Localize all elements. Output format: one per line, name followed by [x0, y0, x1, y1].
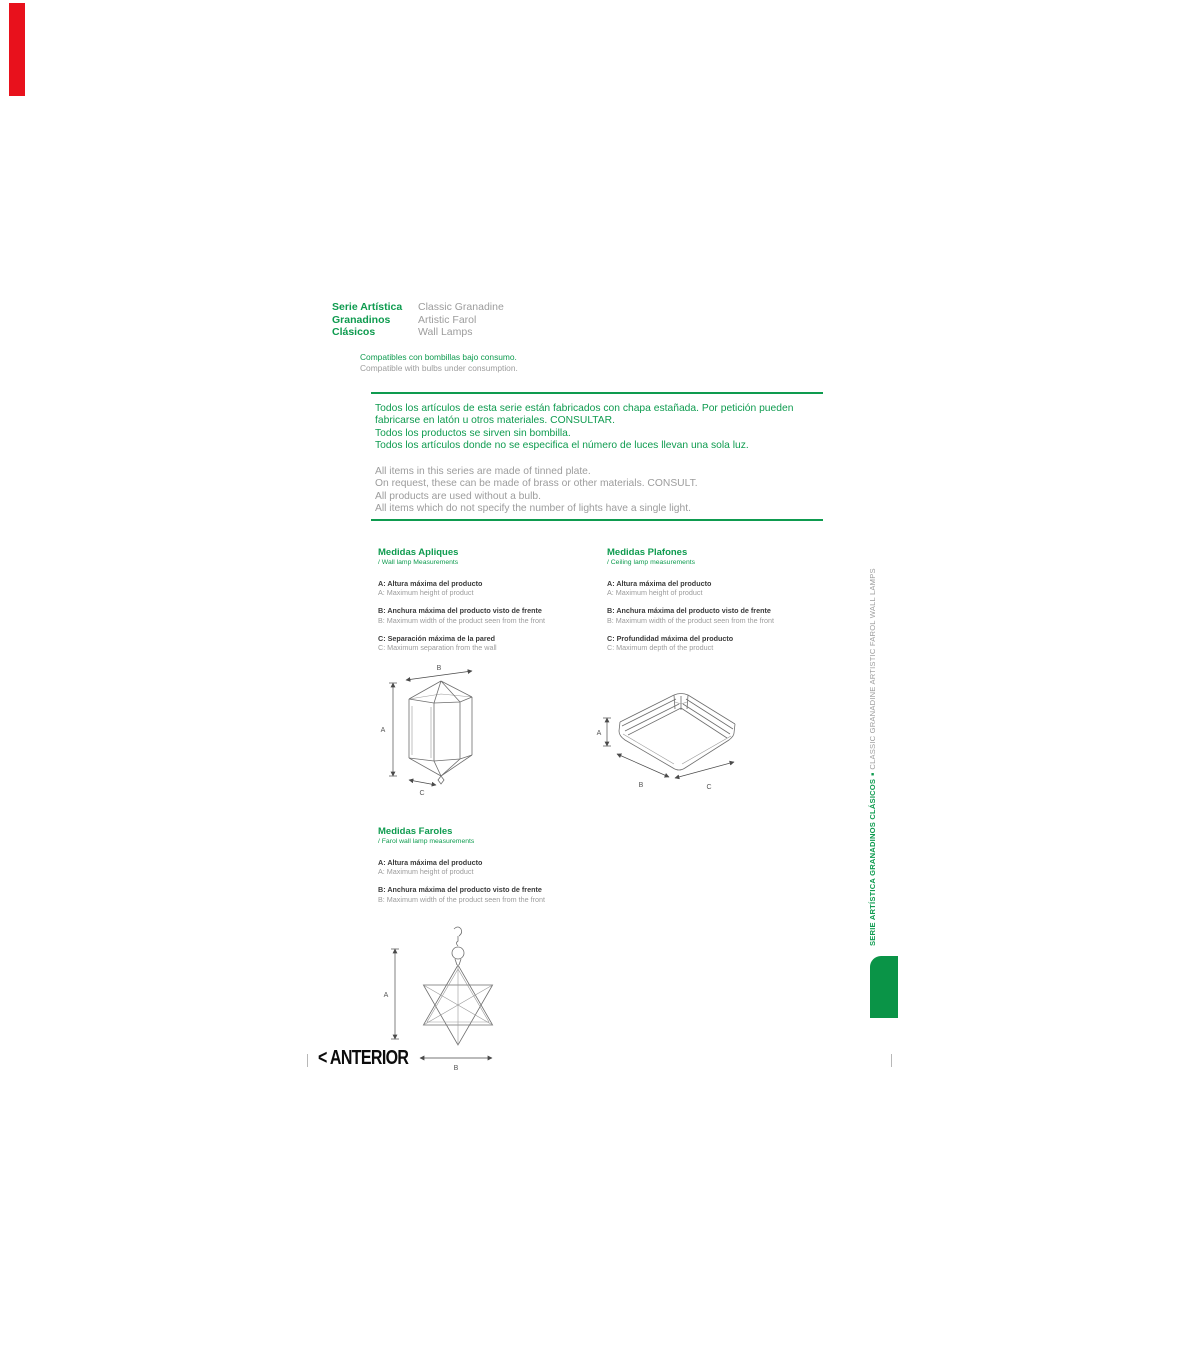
section-edge-tab — [870, 956, 898, 1018]
square-bullet-icon: ■ — [870, 772, 876, 776]
section-farol-measurements — [378, 827, 608, 913]
measure-es: C: Separación máxima de la pared — [378, 633, 496, 643]
section-title: Medidas Apliques — [378, 547, 459, 558]
section-ceiling-lamp-measurements — [607, 548, 837, 661]
lantern-sketch — [409, 681, 472, 784]
measure-es: B: Anchura máxima del producto visto de frente — [378, 885, 542, 895]
crop-mark-right — [891, 1054, 892, 1067]
intro-paragraph-en — [375, 466, 698, 516]
section-wall-lamp-measurements — [378, 548, 608, 661]
dim-label-b: B — [436, 665, 442, 672]
crop-mark-left — [307, 1054, 308, 1067]
measure-es: B: Anchura máxima del producto visto de frente — [607, 606, 771, 616]
vertical-series-en: CLASSIC GRANADINE ARTISTIC FAROL WALL LAMPS — [868, 568, 877, 770]
measure-en: B: Maximum width of the product seen from the front — [607, 615, 774, 625]
intro-es-line: Todos los artículos de esta serie están fabricados con chapa estañada. Por petición pueden — [375, 403, 794, 414]
measure-en: A: Maximum height of product — [607, 588, 703, 598]
measure-es: B: Anchura máxima del producto visto de frente — [378, 606, 542, 616]
intro-en-line: On request, these can be made of brass or other materials. CONSULT. — [375, 478, 698, 490]
section-title: Medidas Plafones — [607, 547, 688, 558]
divider-top — [371, 392, 823, 394]
title-line: Granadinos — [332, 313, 391, 326]
compat-en: Compatible with bulbs under consumption. — [360, 363, 518, 374]
page-title — [332, 301, 504, 339]
compat-es: Compatibles con bombillas bajo consumo. — [360, 352, 517, 362]
intro-es-line: fabricarse en latón u otros materiales. CONSULTAR. — [375, 415, 615, 427]
dim-label-a: A — [596, 730, 602, 737]
intro-en-line: All items which do not specify the number of lights have a single light. — [375, 503, 691, 515]
dim-label-a: A — [383, 992, 389, 999]
intro-es-line: Todos los artículos donde no se especifica el número de luces llevan una sola luz. — [375, 440, 749, 452]
dim-label-b: B — [453, 1065, 459, 1072]
measure-en: A: Maximum height of product — [378, 867, 474, 877]
measure-es: C: Profundidad máxima del producto — [607, 633, 734, 643]
measure-es: A: Altura máxima del producto — [378, 858, 483, 867]
divider-bottom — [371, 519, 823, 521]
intro-paragraph-es — [375, 403, 793, 453]
measure-item — [378, 858, 608, 877]
intro-en-line: All products are used without a bulb. — [375, 490, 541, 502]
measure-en: C: Maximum separation from the wall — [378, 643, 497, 653]
previous-page-link[interactable]: < ANTERIOR — [318, 1047, 409, 1069]
dim-label-c: C — [419, 790, 425, 797]
title-line: Wall Lamps — [418, 326, 473, 339]
dimension-arrows — [391, 949, 492, 1058]
measure-item — [607, 606, 837, 625]
vertical-series-label — [868, 568, 878, 946]
title-line: Serie Artística — [332, 301, 403, 313]
title-english — [418, 301, 504, 339]
measure-en: B: Maximum width of the product seen from the front — [378, 615, 545, 625]
section-title: Medidas Faroles — [378, 826, 453, 837]
measure-en: C: Maximum depth of the product — [607, 643, 714, 653]
dimension-arrows — [603, 718, 734, 778]
intro-es-line: Todos los productos se sirven sin bombilla. — [375, 427, 571, 439]
star-sketch — [423, 927, 492, 1045]
dimension-arrows — [389, 671, 472, 785]
section-subtitle: / Ceiling lamp measurements — [607, 559, 696, 566]
measure-item — [378, 606, 608, 625]
measure-item — [378, 885, 608, 904]
intro-en-line: All items in this series are made of tinned plate. — [375, 466, 591, 477]
title-line: Classic Granadine — [418, 301, 504, 313]
measure-item — [378, 579, 608, 598]
section-subtitle: / Wall lamp Measurements — [378, 559, 459, 566]
measure-en: A: Maximum height of product — [378, 588, 474, 598]
measure-en: B: Maximum width of the product seen from the front — [378, 894, 545, 904]
compatibility-note — [360, 352, 518, 374]
dim-label-b: B — [638, 782, 644, 789]
title-line: Artistic Farol — [418, 313, 477, 326]
red-bookmark-bar — [9, 3, 25, 96]
measure-item — [378, 634, 608, 653]
measure-es: A: Altura máxima del producto — [607, 579, 712, 588]
title-line: Clásicos — [332, 326, 376, 339]
measure-item — [607, 634, 837, 653]
dim-label-a: A — [380, 727, 386, 734]
measure-es: A: Altura máxima del producto — [378, 579, 483, 588]
dim-label-c: C — [706, 784, 712, 791]
plafond-sketch — [619, 694, 735, 771]
ceiling-lamp-diagram — [595, 688, 755, 793]
wall-lamp-diagram — [372, 663, 532, 803]
title-spanish — [332, 301, 418, 339]
vertical-series-es: SERIE ARTÍSTICA GRANADINOS CLÁSICOS — [868, 778, 877, 946]
section-subtitle: / Farol wall lamp measurements — [378, 838, 475, 845]
measure-item — [607, 579, 837, 598]
